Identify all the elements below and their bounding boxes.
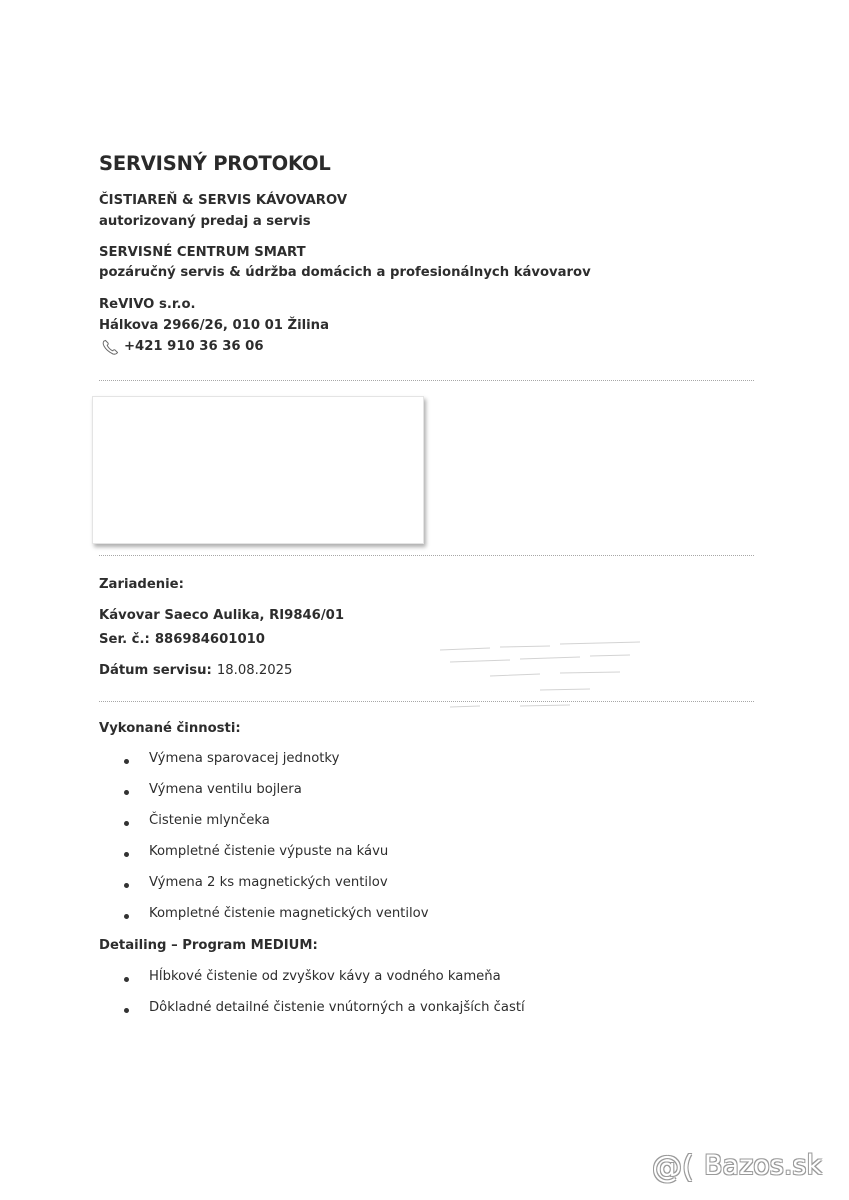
company-phone: +421 910 36 36 06 bbox=[124, 339, 264, 354]
list-item: Kompletné čistenie magnetických ventilov bbox=[149, 906, 429, 921]
list-item: Výmena ventilu bojlera bbox=[149, 782, 302, 797]
watermark-text: Bazos.sk bbox=[704, 1150, 823, 1181]
watermark-logo: @( bbox=[652, 1150, 694, 1185]
list-item: Výmena 2 ks magnetických ventilov bbox=[149, 875, 388, 890]
list-item: Dôkladné detailné čistenie vnútorných a vonkajších častí bbox=[149, 1000, 525, 1015]
device-model: Kávovar Saeco Aulika, RI9846/01 bbox=[99, 608, 345, 623]
detailing-heading: Detailing – Program MEDIUM: bbox=[99, 938, 318, 953]
company-line-3: SERVISNÉ CENTRUM SMART bbox=[99, 245, 306, 260]
serial-value: 886984601010 bbox=[154, 632, 265, 647]
bullet bbox=[124, 977, 129, 982]
service-date-label: Dátum servisu: bbox=[99, 663, 212, 678]
bullet bbox=[124, 759, 129, 764]
divider bbox=[99, 555, 754, 556]
bullet bbox=[124, 883, 129, 888]
divider bbox=[99, 380, 754, 381]
company-line-2: autorizovaný predaj a servis bbox=[99, 214, 311, 229]
faint-stamp-marks bbox=[430, 632, 650, 722]
divider bbox=[99, 701, 754, 702]
service-date-value: 18.08.2025 bbox=[216, 663, 293, 678]
serial-label: Ser. č.: bbox=[99, 632, 150, 647]
bullet bbox=[124, 1008, 129, 1013]
bullet bbox=[124, 821, 129, 826]
company-line-4: pozáručný servis & údržba domácich a profesionálnych kávovarov bbox=[99, 265, 591, 280]
activities-heading: Vykonané činnosti: bbox=[99, 721, 241, 736]
document-title: SERVISNÝ PROTOKOL bbox=[99, 152, 331, 175]
company-line-1: ČISTIAREŇ & SERVIS KÁVOVAROV bbox=[99, 193, 348, 208]
company-address: Hálkova 2966/26, 010 01 Žilina bbox=[99, 318, 329, 333]
list-item: Hĺbkové čistenie od zvyškov kávy a vodného kameňa bbox=[149, 969, 501, 984]
bullet bbox=[124, 914, 129, 919]
service-date-row bbox=[99, 659, 292, 678]
bullet bbox=[124, 790, 129, 795]
bullet bbox=[124, 852, 129, 857]
serial-number-row bbox=[99, 628, 265, 647]
list-item: Čistenie mlynčeka bbox=[149, 813, 270, 828]
list-item: Kompletné čistenie výpuste na kávu bbox=[149, 844, 389, 859]
company-name: ReVIVO s.r.o. bbox=[99, 297, 196, 312]
phone-icon bbox=[101, 339, 119, 355]
image-placeholder bbox=[92, 396, 424, 544]
list-item: Výmena sparovacej jednotky bbox=[149, 751, 340, 766]
device-heading: Zariadenie: bbox=[99, 577, 184, 592]
